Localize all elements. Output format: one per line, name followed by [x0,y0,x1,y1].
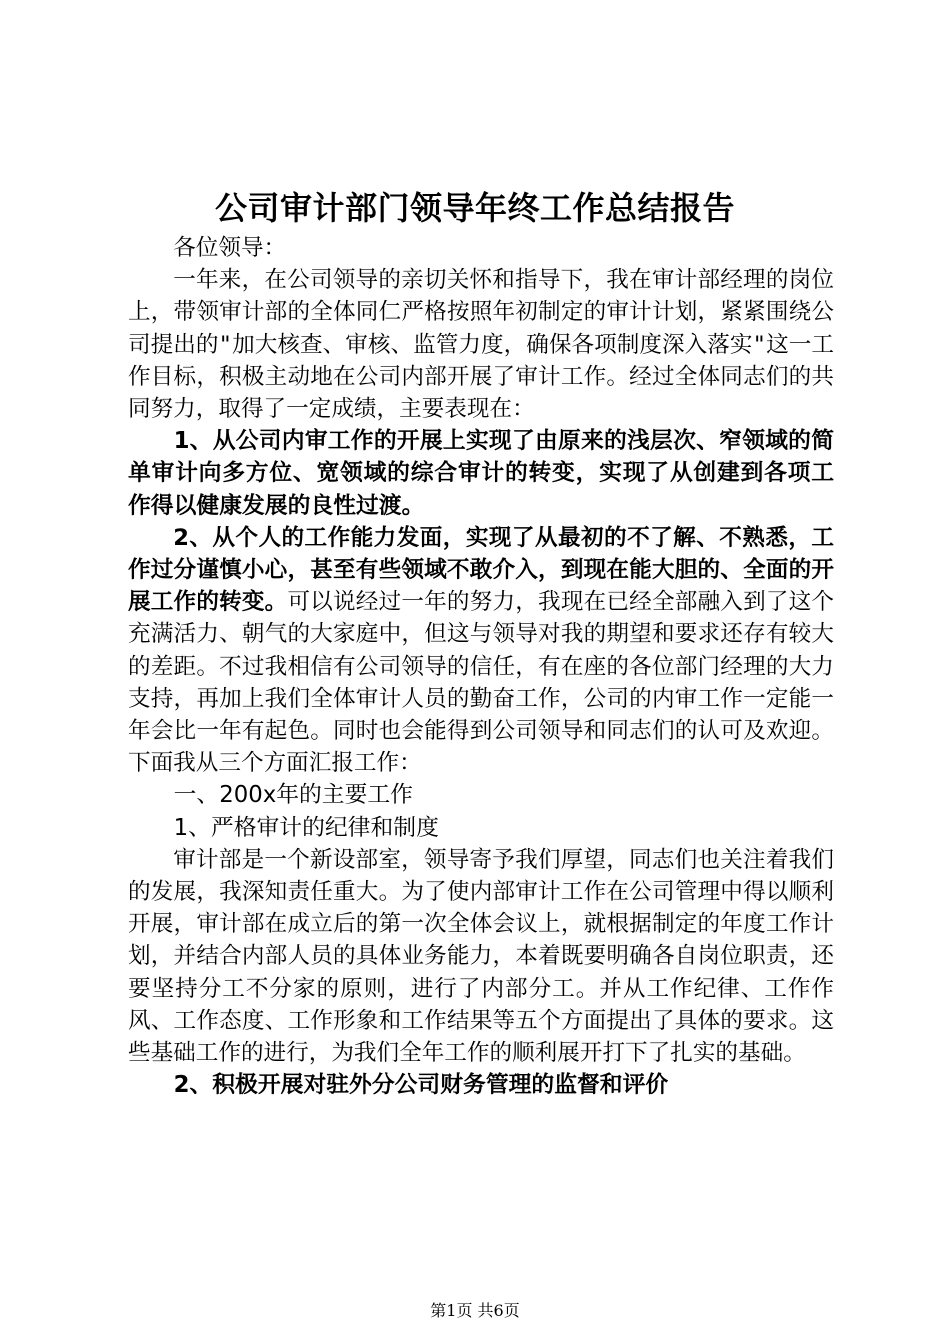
page-footer: 第1页 共6页 [430,1301,520,1320]
subsection-heading-2: 2、积极开展对驻外分公司财务管理的监督和评价 [173,1072,669,1099]
achievement-2 [128,522,834,780]
achievement-2-rest: 可以说经过一年的努力，我现在已经全部融入到了这个充满活力、朝气的大家庭中，但这与领导对我的期望和要求还存有较大的差距。不过我相信有公司领导的信任，有在座的各位部门经理的大力支持，再加上我们全体审计人员的勤奋工作，公司的内审工作一定能一年会比一年有起色。同时也会能得到公司领导和同志们的认可及欢迎。下面我从三个方面汇报工作： [128,589,835,777]
achievement-2-lead: 2、从个人的工作能力发面，实现了从最初的不了解、不熟悉，工作过分谨慎小心，甚至有些领域不敢介入，到现在能大胆的、全面的开展工作的转变。 [128,524,834,616]
section-heading-1: 一、200x年的主要工作 [173,782,413,809]
salutation: 各位领导： [173,235,287,261]
subsection-heading-1: 1、严格审计的纪律和制度 [173,814,439,841]
achievement-1: 1、从公司内审工作的开展上实现了由原来的浅层次、窄领域的简单审计向多方位、宽领域的综合审计的转变，实现了从创建到各项工作得以健康发展的良性过渡。 [128,428,834,519]
document-body [128,232,834,1101]
intro-paragraph: 一年来，在公司领导的亲切关怀和指导下，我在审计部经理的岗位上，带领审计部的全体同仁严格按照年初制定的审计计划，紧紧围绕公司提出的"加大核查、审核、监管力度，确保各项制度深入落实"这一工作目标，积极主动地在公司内部开展了审计工作。经过全体同志们的共同努力，取得了一定成绩，主要表现在： [128,267,834,423]
document-title: 公司审计部门领导年终工作总结报告 [214,189,735,227]
subsection-1-paragraph: 审计部是一个新设部室，领导寄予我们厚望，同志们也关注着我们的发展，我深知责任重大。为了使内部审计工作在公司管理中得以顺利开展，审计部在成立后的第一次全体会议上，就根据制定的年度工作计划，并结合内部人员的具体业务能力，本着既要明确各自岗位职责，还要坚持分工不分家的原则，进行了内部分工。并从工作纪律、工作作风、工作态度、工作形象和工作结果等五个方面提出了具体的要求。这些基础工作的进行，为我们全年工作的顺利展开打下了扎实的基础。 [128,846,834,1067]
